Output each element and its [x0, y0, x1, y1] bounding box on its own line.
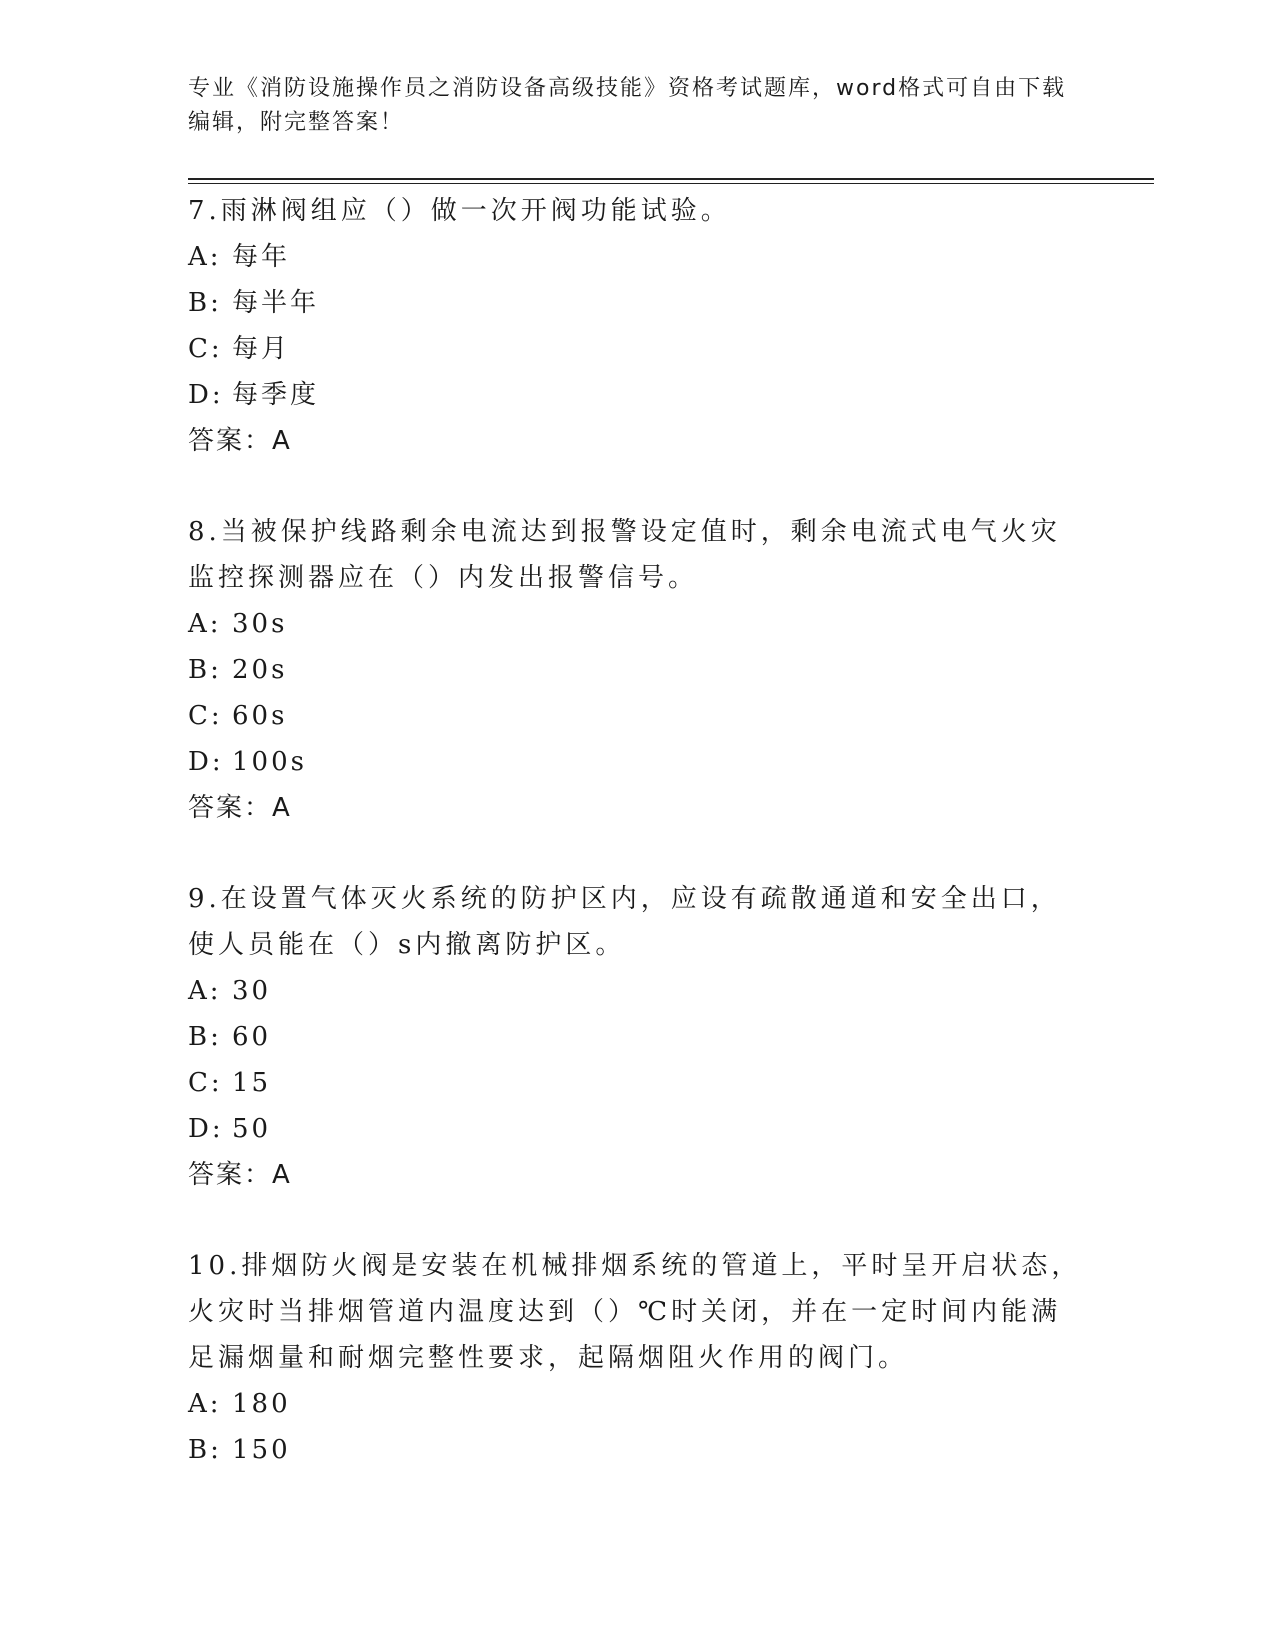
option-label: C:: [188, 1068, 223, 1098]
header-rule-thin: [188, 183, 1154, 184]
option-text: 每季度: [232, 380, 320, 410]
question-10: [188, 1243, 1088, 1473]
answer: 答案：A: [188, 793, 292, 823]
option-a: [188, 234, 1088, 280]
option-text: 100s: [232, 747, 307, 777]
option-text: 每半年: [232, 288, 320, 318]
question-9: [188, 876, 1088, 1198]
question-list: [188, 188, 1088, 1518]
option-label: A:: [188, 242, 222, 272]
option-label: C:: [188, 701, 223, 731]
option-d: [188, 372, 1088, 418]
question-7: [188, 188, 1088, 464]
option-text: 180: [232, 1389, 291, 1419]
option-text: 每月: [232, 334, 291, 364]
option-c: [188, 693, 1088, 739]
question-8: [188, 509, 1088, 831]
question-stem: 10.排烟防火阀是安装在机械排烟系统的管道上，平时呈开启状态，火灾时当排烟管道内温度达到（）℃时关闭，并在一定时间内能满足漏烟量和耐烟完整性要求，起隔烟阻火作用的阀门。: [188, 1251, 1082, 1373]
option-label: B:: [188, 655, 222, 685]
header-rule-thick: [188, 178, 1154, 180]
option-label: A:: [188, 976, 222, 1006]
option-text: 每年: [232, 242, 291, 272]
option-text: 150: [232, 1435, 291, 1465]
option-b: [188, 1427, 1088, 1473]
option-b: [188, 1014, 1088, 1060]
option-label: C:: [188, 334, 223, 364]
option-c: [188, 326, 1088, 372]
option-label: B:: [188, 1022, 222, 1052]
question-stem: 7.雨淋阀组应（）做一次开阀功能试验。: [188, 196, 731, 226]
option-label: B:: [188, 1435, 222, 1465]
option-text: 20s: [232, 655, 288, 685]
option-c: [188, 1060, 1088, 1106]
option-label: D:: [188, 1114, 224, 1144]
question-stem: 8.当被保护线路剩余电流达到报警设定值时，剩余电流式电气火灾监控探测器应在（）内发出报警信号。: [188, 517, 1061, 593]
option-label: D:: [188, 747, 224, 777]
option-a: [188, 968, 1088, 1014]
option-text: 60: [232, 1022, 272, 1052]
answer: 答案：A: [188, 426, 292, 456]
option-b: [188, 280, 1088, 326]
option-label: D:: [188, 380, 224, 410]
option-a: [188, 601, 1088, 647]
answer: 答案：A: [188, 1160, 292, 1190]
option-b: [188, 647, 1088, 693]
option-a: [188, 1381, 1088, 1427]
question-stem: 9.在设置气体灭火系统的防护区内，应设有疏散通道和安全出口，使人员能在（）s内撤离防护区。: [188, 884, 1061, 960]
option-label: A:: [188, 1389, 222, 1419]
option-text: 50: [232, 1114, 272, 1144]
option-d: [188, 739, 1088, 785]
option-text: 30s: [232, 609, 288, 639]
option-label: B:: [188, 288, 222, 318]
option-text: 15: [232, 1068, 272, 1098]
option-text: 30: [232, 976, 272, 1006]
document-intro: 专业《消防设施操作员之消防设备高级技能》资格考试题库，word格式可自由下载编辑，附完整答案！: [188, 76, 1067, 135]
option-d: [188, 1106, 1088, 1152]
option-text: 60s: [232, 701, 288, 731]
option-label: A:: [188, 609, 222, 639]
